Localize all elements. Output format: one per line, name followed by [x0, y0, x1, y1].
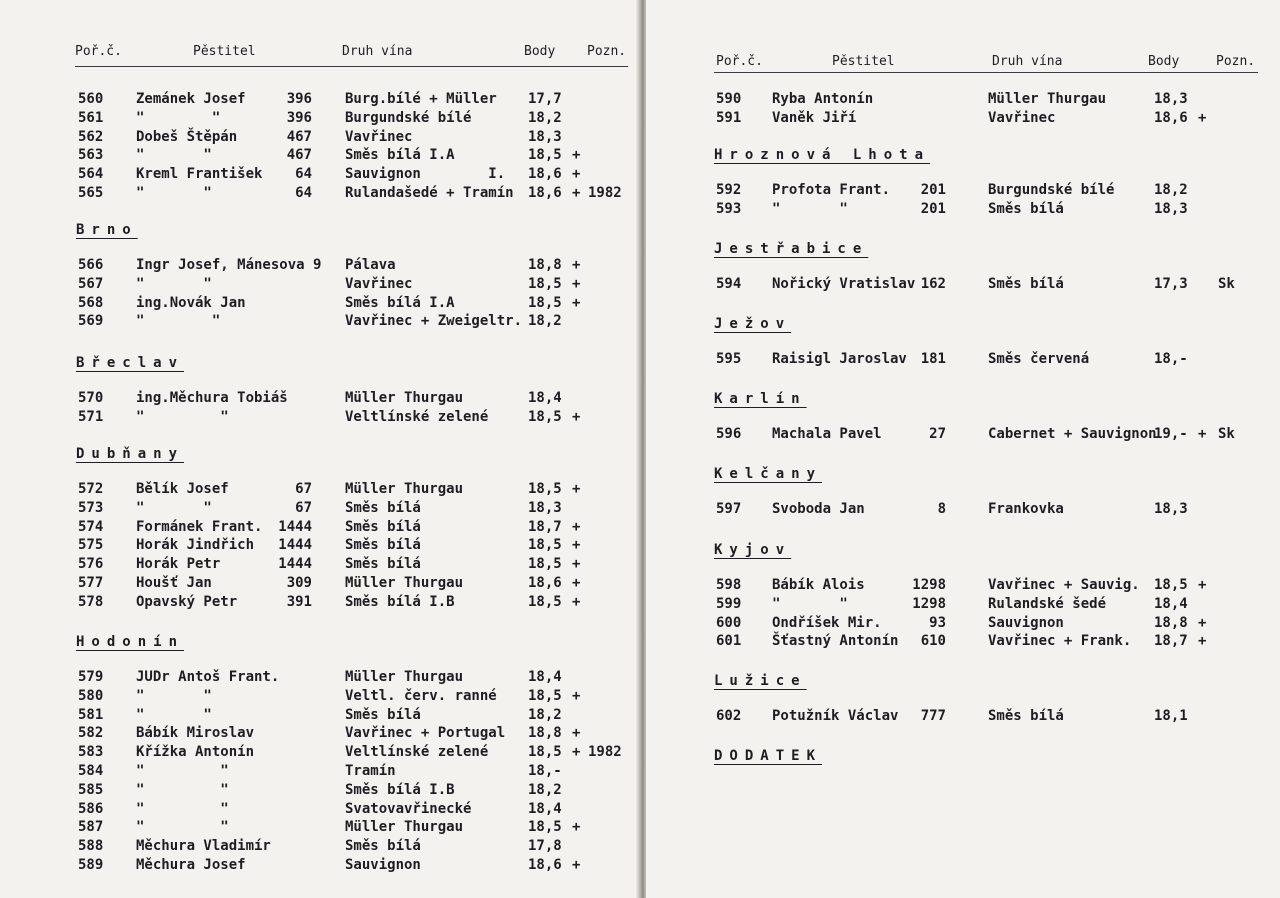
plus-mark: + [572, 481, 581, 497]
entry-number: 585 [78, 781, 104, 798]
entry-row [0, 184, 638, 202]
house-number: 1298 [912, 577, 946, 593]
entry-row [0, 109, 638, 127]
points-score: 17,7 [528, 91, 562, 107]
entry-number: 566 [78, 257, 104, 273]
entry-row [0, 555, 638, 573]
points-score: 18,5 [528, 408, 562, 425]
entry-number: 593 [716, 200, 742, 217]
grower-name: Svoboda Jan [772, 501, 865, 517]
wine-variety: Veltlínské zelené [345, 408, 489, 425]
grower-name: Bělík Josef [136, 481, 229, 497]
header-points: Body [524, 44, 556, 59]
entry-number: 596 [716, 426, 742, 442]
points-score: 18,5 [528, 294, 562, 311]
entry-row [0, 668, 638, 686]
entry-row [646, 200, 1280, 218]
section-heading: Dubňany [76, 446, 185, 462]
note-text: Sk [1218, 276, 1235, 292]
grower-name: Kreml František [136, 166, 263, 183]
entry-number: 576 [78, 556, 104, 573]
wine-variety: Frankovka [988, 501, 1064, 517]
section-heading: Lužice [714, 673, 807, 689]
wine-variety: Vavřinec + Zweigeltr. [345, 313, 523, 330]
header-note: Pozn. [1216, 54, 1256, 69]
entry-number: 594 [716, 276, 742, 292]
section-heading: Ježov [714, 316, 792, 332]
wine-variety: Vavřinec [988, 109, 1056, 126]
plus-mark: + [572, 185, 581, 201]
house-number: 93 [929, 614, 946, 631]
grower-name: Bábík Alois [772, 577, 865, 593]
house-number: 1444 [278, 537, 312, 554]
house-number: 8 [937, 501, 946, 517]
entry-row [0, 818, 638, 836]
entry-number: 563 [78, 147, 104, 164]
plus-mark: + [572, 147, 581, 164]
points-score: 18,3 [1154, 200, 1188, 217]
plus-mark: + [572, 166, 581, 183]
wine-variety: Sauvignon I. [345, 166, 506, 183]
header-grower: Pěstitel [832, 54, 895, 69]
points-score: 18,8 [1154, 614, 1188, 631]
wine-variety: Müller Thurgau [345, 819, 464, 836]
entry-row [0, 408, 638, 426]
entry-row [0, 128, 638, 146]
entry-number: 590 [716, 91, 742, 107]
points-score: 18,- [1154, 351, 1188, 367]
note-text: 1982 [588, 185, 622, 201]
points-score: 18,5 [528, 275, 562, 292]
plus-mark: + [572, 575, 581, 591]
entry-row [0, 536, 638, 554]
entry-row [0, 90, 638, 108]
points-score: 18,6 [528, 166, 562, 183]
entry-row [0, 687, 638, 705]
entry-number: 595 [716, 351, 742, 367]
grower-name: Potužník Václav [772, 708, 899, 724]
grower-name: Měchura Josef [136, 857, 246, 873]
points-score: 18,- [528, 763, 562, 779]
header-rule [714, 72, 1258, 73]
wine-variety: Směs bílá [988, 708, 1064, 724]
wine-variety: Müller Thurgau [345, 390, 464, 406]
entry-number: 578 [78, 593, 104, 610]
entry-number: 571 [78, 408, 104, 425]
wine-variety: Svatovavřinecké [345, 800, 472, 817]
wine-variety: Rulandské šedé [988, 595, 1107, 612]
plus-mark: + [572, 819, 581, 836]
grower-name: Horák Petr [136, 556, 221, 573]
entry-number: 561 [78, 109, 104, 126]
points-score: 18,6 [528, 857, 562, 873]
grower-name: " " [136, 109, 221, 126]
entry-number: 570 [78, 390, 104, 406]
entry-row [646, 109, 1280, 127]
section-heading: Břeclav [76, 355, 185, 371]
entry-row [0, 165, 638, 183]
wine-variety: Směs bílá [345, 537, 421, 554]
entry-row [0, 800, 638, 818]
points-score: 18,5 [528, 556, 562, 573]
grower-name: " " [136, 706, 212, 723]
points-score: 18,5 [528, 481, 562, 497]
wine-variety: Směs bílá [345, 706, 421, 723]
plus-mark: + [572, 294, 581, 311]
entry-number: 568 [78, 294, 104, 311]
header-points: Body [1148, 54, 1180, 69]
plus-mark: + [572, 556, 581, 573]
points-score: 18,3 [1154, 91, 1188, 107]
wine-variety: Směs bílá I.A [345, 147, 455, 164]
entry-row [0, 856, 638, 874]
grower-name: Raisigl Jaroslav [772, 351, 907, 367]
wine-variety: Směs bílá [345, 499, 421, 516]
points-score: 18,2 [1154, 182, 1188, 198]
entry-row [0, 256, 638, 274]
wine-variety: Směs bílá I.B [345, 781, 455, 798]
entry-number: 560 [78, 91, 104, 107]
entry-number: 597 [716, 501, 742, 517]
grower-name: " " [136, 313, 221, 330]
plus-mark: + [572, 275, 581, 292]
plus-mark: + [1198, 426, 1207, 442]
plus-mark: + [1198, 633, 1207, 650]
wine-variety: Burgundské bílé [988, 182, 1115, 198]
points-score: 18,3 [1154, 501, 1188, 517]
wine-variety: Směs bílá [345, 838, 421, 855]
entry-row [646, 350, 1280, 368]
entry-number: 580 [78, 687, 104, 704]
entry-number: 587 [78, 819, 104, 836]
entry-number: 592 [716, 182, 742, 198]
entry-number: 565 [78, 185, 104, 201]
grower-name: Profota Frant. [772, 182, 891, 198]
house-number: 1444 [278, 518, 312, 535]
entry-number: 599 [716, 595, 742, 612]
entry-number: 567 [78, 275, 104, 292]
house-number: 67 [295, 499, 312, 516]
grower-name: Vaněk Jiří [772, 109, 857, 126]
entry-row [0, 762, 638, 780]
wine-variety: Vavřinec + Sauvig. [988, 577, 1140, 593]
grower-name: " " [136, 275, 212, 292]
plus-mark: + [572, 593, 581, 610]
note-text: 1982 [588, 744, 622, 761]
entry-row [0, 574, 638, 592]
wine-variety: Burgundské bílé [345, 109, 472, 126]
points-score: 19,- [1154, 426, 1188, 442]
grower-name: " " [136, 800, 229, 817]
house-number: 1444 [278, 556, 312, 573]
entry-row [646, 595, 1280, 613]
points-score: 18,7 [1154, 633, 1188, 650]
entry-number: 588 [78, 838, 104, 855]
wine-variety: Směs bílá [988, 200, 1064, 217]
header-wine: Druh vína [992, 54, 1063, 69]
points-score: 18,7 [528, 518, 562, 535]
grower-name: " " [136, 147, 212, 164]
house-number: 777 [920, 708, 946, 724]
wine-variety: Cabernet + Sauvignon [988, 426, 1157, 442]
points-score: 18,4 [1154, 595, 1188, 612]
plus-mark: + [1198, 109, 1207, 126]
wine-variety: Směs bílá I.A [345, 294, 455, 311]
points-score: 18,2 [528, 706, 562, 723]
house-number: 67 [295, 481, 312, 497]
entry-number: 601 [716, 633, 742, 650]
wine-variety: Müller Thurgau [345, 575, 464, 591]
grower-name: Opavský Petr [136, 593, 238, 610]
plus-mark: + [572, 408, 581, 425]
points-score: 18,6 [1154, 109, 1188, 126]
entry-number: 586 [78, 800, 104, 817]
entry-row [646, 576, 1280, 594]
wine-variety: Müller Thurgau [988, 91, 1107, 107]
entry-row [646, 181, 1280, 199]
house-number: 201 [920, 182, 946, 198]
header-no: Poř.č. [75, 44, 122, 59]
grower-name: " " [772, 200, 848, 217]
grower-name: Zemánek Josef [136, 91, 246, 107]
grower-name: " " [136, 499, 212, 516]
plus-mark: + [572, 518, 581, 535]
wine-variety: Veltlínské zelené [345, 744, 489, 761]
entry-row [0, 781, 638, 799]
plus-mark: + [572, 725, 581, 742]
points-score: 18,4 [528, 800, 562, 817]
entry-number: 562 [78, 128, 104, 145]
grower-name: Ryba Antonín [772, 91, 874, 107]
entry-row [646, 614, 1280, 632]
header-no: Poř.č. [716, 54, 763, 69]
grower-name: Formánek Frant. [136, 518, 263, 535]
grower-name: JUDr Antoš Frant. [136, 669, 280, 685]
house-number: 467 [286, 147, 312, 164]
entry-number: 575 [78, 537, 104, 554]
grower-name: Bábík Miroslav [136, 725, 255, 742]
grower-name: " " [136, 763, 229, 779]
house-number: 467 [286, 128, 312, 145]
entry-number: 582 [78, 725, 104, 742]
points-score: 18,5 [528, 147, 562, 164]
points-score: 18,6 [528, 185, 562, 201]
points-score: 18,4 [528, 669, 562, 685]
entry-row [0, 480, 638, 498]
grower-name: Křížka Antonín [136, 744, 255, 761]
wine-variety: Müller Thurgau [345, 669, 464, 685]
house-number: 27 [929, 426, 946, 442]
entry-row [0, 312, 638, 330]
grower-name: Machala Pavel [772, 426, 882, 442]
entry-row [646, 425, 1280, 443]
grower-name: Dobeš Štěpán [136, 128, 238, 145]
entry-number: 584 [78, 763, 104, 779]
entry-row [0, 743, 638, 761]
header-note: Pozn. [587, 44, 627, 59]
left-page [0, 0, 638, 898]
entry-number: 583 [78, 744, 104, 761]
points-score: 18,5 [528, 819, 562, 836]
right-page [646, 0, 1280, 898]
header-grower: Pěstitel [193, 44, 256, 59]
grower-name: Houšť Jan [136, 575, 212, 591]
grower-name: " " [136, 819, 229, 836]
entry-row [0, 389, 638, 407]
plus-mark: + [572, 857, 581, 873]
wine-variety: Tramín [345, 763, 396, 779]
note-text: Sk [1218, 426, 1235, 442]
wine-variety: Müller Thurgau [345, 481, 464, 497]
entry-number: 581 [78, 706, 104, 723]
wine-variety: Sauvignon [345, 857, 421, 873]
wine-variety: Sauvignon [988, 614, 1064, 631]
entry-row [646, 275, 1280, 293]
wine-variety: Směs bílá I.B [345, 593, 455, 610]
entry-row [0, 593, 638, 611]
wine-variety: Pálava [345, 257, 396, 273]
grower-name: Ondříšek Mir. [772, 614, 882, 631]
wine-variety: Směs červená [988, 351, 1090, 367]
house-number: 396 [286, 91, 312, 107]
points-score: 18,2 [528, 781, 562, 798]
wine-variety: Rulandašedé + Tramín [345, 185, 514, 201]
grower-name: Ingr Josef, Mánesova 9 [136, 257, 322, 273]
plus-mark: + [572, 687, 581, 704]
section-heading: Hroznová Lhota [714, 147, 931, 163]
points-score: 18,2 [528, 313, 562, 330]
grower-name: Horák Jindřich [136, 537, 255, 554]
entry-number: 569 [78, 313, 104, 330]
entry-row [646, 500, 1280, 518]
house-number: 162 [920, 276, 946, 292]
plus-mark: + [572, 257, 581, 273]
house-number: 309 [286, 575, 312, 591]
section-heading: Brno [76, 222, 138, 238]
house-number: 396 [286, 109, 312, 126]
section-heading: DODATEK [714, 748, 823, 764]
entry-number: 600 [716, 614, 742, 631]
wine-variety: Směs bílá [988, 276, 1064, 292]
points-score: 18,8 [528, 725, 562, 742]
plus-mark: + [572, 744, 581, 761]
entry-row [0, 518, 638, 536]
grower-name: ing.Novák Jan [136, 294, 246, 311]
plus-mark: + [1198, 614, 1207, 631]
header-rule [75, 66, 628, 67]
points-score: 18,5 [528, 744, 562, 761]
entry-number: 589 [78, 857, 104, 873]
points-score: 18,5 [1154, 577, 1188, 593]
entry-row [0, 146, 638, 164]
entry-number: 591 [716, 109, 742, 126]
house-number: 181 [920, 351, 946, 367]
wine-variety: Směs bílá [345, 556, 421, 573]
house-number: 64 [295, 185, 312, 201]
entry-number: 602 [716, 708, 742, 724]
entry-row [0, 499, 638, 517]
points-score: 18,8 [528, 257, 562, 273]
section-heading: Hodonín [76, 634, 185, 650]
points-score: 17,3 [1154, 276, 1188, 292]
points-score: 18,5 [528, 593, 562, 610]
entry-row [0, 837, 638, 855]
entry-number: 564 [78, 166, 104, 183]
grower-name: ing.Měchura Tobiáš [136, 390, 288, 406]
plus-mark: + [572, 537, 581, 554]
grower-name: " " [136, 185, 212, 201]
entry-row [0, 294, 638, 312]
grower-name: Měchura Vladimír [136, 838, 271, 855]
wine-variety: Směs bílá [345, 518, 421, 535]
grower-name: " " [136, 408, 229, 425]
house-number: 64 [295, 166, 312, 183]
section-heading: Jestřabice [714, 241, 869, 257]
entry-row [0, 706, 638, 724]
entry-row [646, 707, 1280, 725]
points-score: 17,8 [528, 838, 562, 855]
wine-variety: Veltl. červ. ranné [345, 687, 497, 704]
wine-variety: Vavřinec [345, 275, 413, 292]
grower-name: Nořický Vratislav [772, 276, 916, 292]
section-heading: Kelčany [714, 466, 823, 482]
entry-row [0, 724, 638, 742]
points-score: 18,2 [528, 109, 562, 126]
points-score: 18,4 [528, 390, 562, 406]
entry-row [646, 90, 1280, 108]
wine-variety: Vavřinec [345, 128, 413, 145]
house-number: 201 [920, 200, 946, 217]
house-number: 610 [920, 633, 946, 650]
section-heading: Kyjov [714, 542, 792, 558]
grower-name: " " [772, 595, 848, 612]
plus-mark: + [1198, 577, 1207, 593]
points-score: 18,5 [528, 687, 562, 704]
entry-number: 577 [78, 575, 104, 591]
grower-name: " " [136, 781, 229, 798]
grower-name: " " [136, 687, 212, 704]
house-number: 1298 [912, 595, 946, 612]
wine-variety: Vavřinec + Frank. [988, 633, 1132, 650]
entry-row [646, 632, 1280, 650]
house-number: 391 [286, 593, 312, 610]
entry-number: 598 [716, 577, 742, 593]
header-wine: Druh vína [342, 44, 413, 59]
grower-name: Šťastný Antonín [772, 633, 899, 650]
wine-variety: Vavřinec + Portugal [345, 725, 506, 742]
points-score: 18,1 [1154, 708, 1188, 724]
entry-number: 572 [78, 481, 104, 497]
entry-number: 574 [78, 518, 104, 535]
points-score: 18,5 [528, 537, 562, 554]
entry-number: 579 [78, 669, 104, 685]
section-heading: Karlín [714, 391, 807, 407]
wine-variety: Burg.bílé + Müller [345, 91, 497, 107]
points-score: 18,3 [528, 499, 562, 516]
entry-number: 573 [78, 499, 104, 516]
entry-row [0, 275, 638, 293]
points-score: 18,3 [528, 128, 562, 145]
points-score: 18,6 [528, 575, 562, 591]
